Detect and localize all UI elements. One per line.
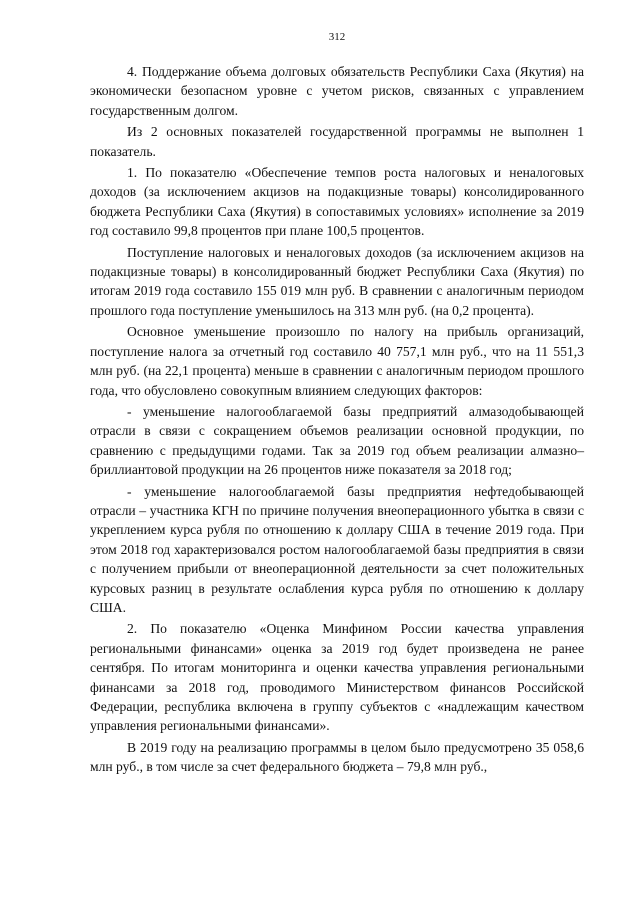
paragraph-factor-oil-industry: - уменьшение налогооблагаемой базы предприятия нефтедобывающей отрасли – участника КГН по причине получения внеоперационного убытка в связи с укреплением курса рубля по отношению к доллару США в течение 2019 года. При этом 2018 год характеризовался ростом налогооблагаемой базы предприятия в связи с получением прибыли от внеоперационной деятельности за счет положительных курсовых разниц в результате ослабления курса рубля по отношению к доллару США. <box>90 483 584 615</box>
paragraph-goal-4: 4. Поддержание объема долговых обязательств Республики Саха (Якутия) на экономически безопасном уровне с учетом рисков, связанных с управлением государственным долгом. <box>90 64 584 118</box>
page-number: 312 <box>328 31 346 43</box>
paragraph-program-funding: В 2019 году на реализацию программы в целом было предусмотрено 35 058,6 млн руб., в том числе за счет федерального бюджета – 79,8 млн руб., <box>90 739 584 775</box>
paragraph-revenue-receipts: Поступление налоговых и неналоговых доходов (за исключением акцизов на подакцизные товары) в консолидированный бюджет Республики Саха (Якутия) по итогам 2019 года составило 155 019 млн руб. В сравнении с аналогичным периодом прошлого года поступление уменьшилось на 313 млн руб. (на 0,2 процента). <box>90 244 584 318</box>
paragraph-factor-diamond-industry: - уменьшение налогооблагаемой базы предприятий алмазодобывающей отрасли в связи с сокращением объемов реализации основной продукции, по сравнению с предыдущими годами. Так за 2019 год объем реализации алмазно–бриллиантовой продукции на 26 процентов ниже показателя за 2018 год; <box>90 403 584 478</box>
document-body <box>90 62 584 777</box>
paragraph-indicators-summary: Из 2 основных показателей государственной программы не выполнен 1 показатель. <box>90 124 584 159</box>
paragraph-indicator-1: 1. По показателю «Обеспечение темпов роста налоговых и неналоговых доходов (за исключением акцизов на подакцизные товары) консолидированного бюджета Республики Саха (Якутия) в сопоставимых условиях» исполнение за 2019 год составило 99,8 процентов при плане 100,5 процентов. <box>90 165 584 239</box>
paragraph-indicator-2: 2. По показателю «Оценка Минфином России качества управления региональными финансами» оценка за 2019 год будет произведена не ранее сентября. По итогам мониторинга и оценки качества управления региональными финансами за 2018 год, проводимого Министерством финансов Российской Федерации, республика включена в группу субъектов с «надлежащим качеством управления региональными финансами». <box>90 621 584 734</box>
paragraph-profit-tax-decrease: Основное уменьшение произошло по налогу на прибыль организаций, поступление налога за отчетный год составило 40 757,1 млн руб., что на 11 551,3 млн руб. (на 22,1 процента) меньше в сравнении с аналогичным периодом прошлого года, что обусловлено совокупным влиянием следующих факторов: <box>90 324 584 398</box>
